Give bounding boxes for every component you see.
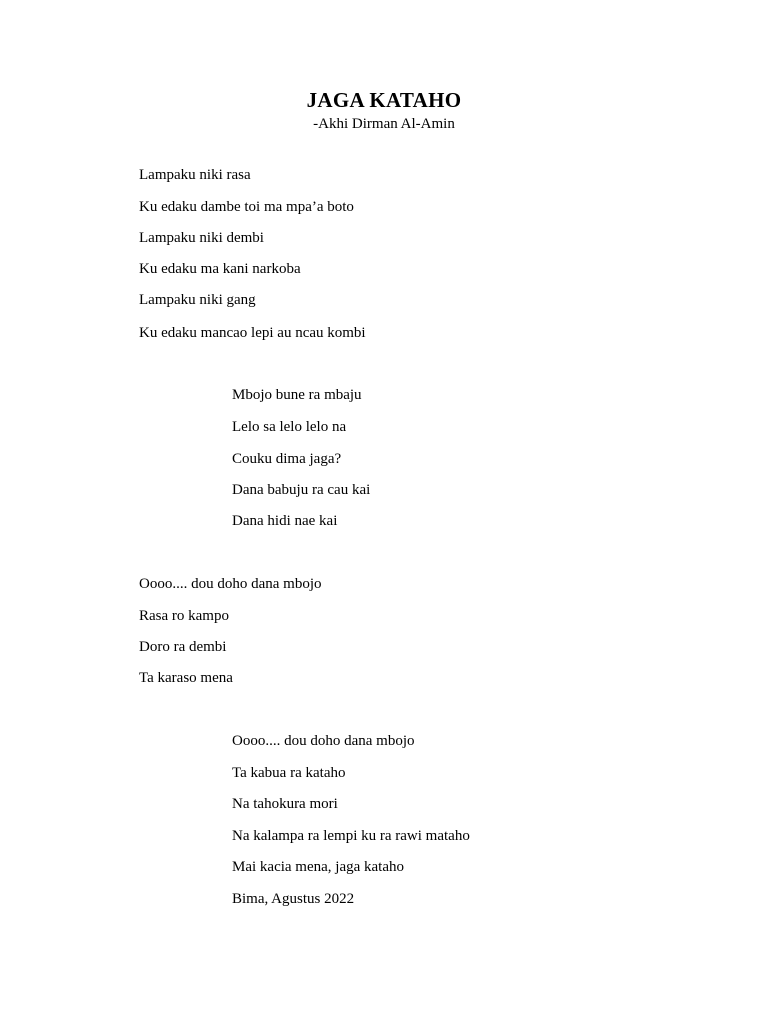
verse-line: Na tahokura mori	[232, 796, 338, 812]
verse-line: Mai kacia mena, jaga kataho	[232, 859, 405, 875]
verse-line: Ku edaku mancao lepi au ncau kombi	[139, 325, 366, 341]
verse-line: Lampaku niki rasa	[139, 167, 251, 183]
verse-line: Doro ra dembi	[139, 639, 227, 655]
poem-title: JAGA KATAHO	[306, 88, 462, 112]
poem-author: -Akhi Dirman Al-Amin	[313, 116, 455, 132]
verse-line: Ku edaku ma kani narkoba	[139, 261, 301, 277]
verse-line: Lelo sa lelo lelo na	[232, 419, 347, 435]
verse-line: Oooo.... dou doho dana mbojo	[139, 576, 322, 592]
verse-line: Lampaku niki gang	[139, 292, 256, 308]
verse-line: Rasa ro kampo	[139, 608, 229, 624]
verse-line: Couku dima jaga?	[232, 451, 342, 467]
verse-line: Na kalampa ra lempi ku ra rawi mataho	[232, 828, 470, 844]
verse-line: Dana babuju ra cau kai	[232, 482, 371, 498]
verse-line: Oooo.... dou doho dana mbojo	[232, 733, 415, 749]
verse-line: Ta kabua ra kataho	[232, 765, 346, 781]
verse-line: Mbojo bune ra mbaju	[232, 387, 362, 403]
poem-signature: Bima, Agustus 2022	[232, 891, 355, 907]
verse-line: Dana hidi nae kai	[232, 513, 338, 529]
verse-line: Ku edaku dambe toi ma mpa’a boto	[139, 199, 354, 215]
verse-line: Lampaku niki dembi	[139, 230, 264, 246]
verse-line: Ta karaso mena	[139, 670, 233, 686]
